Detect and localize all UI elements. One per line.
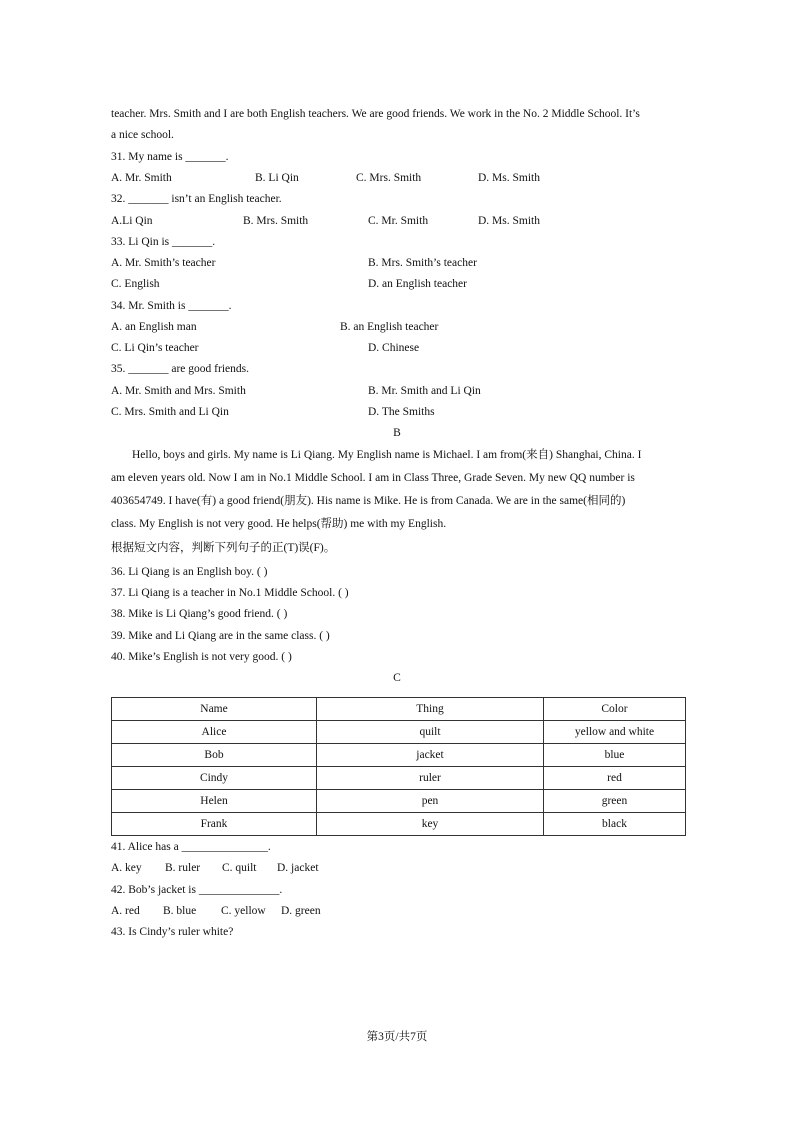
question-31-option-b[interactable]: B. Li Qin xyxy=(255,172,299,184)
table-header-name: Name xyxy=(112,698,317,721)
passage-b-line-1: Hello, boys and girls. My name is Li Qiang. My English name is Michael. I am from(来自) Shanghai, China. I xyxy=(132,449,642,461)
question-31-stem: 31. My name is _______. xyxy=(111,151,229,163)
question-34-option-d[interactable]: D. Chinese xyxy=(368,342,420,354)
table-cell-name: Frank xyxy=(112,813,317,836)
question-34-stem: 34. Mr. Smith is _______. xyxy=(111,300,232,312)
table-row xyxy=(112,790,686,813)
question-33-option-b[interactable]: B. Mrs. Smith’s teacher xyxy=(368,257,477,269)
table-cell-thing: pen xyxy=(317,790,544,813)
question-41-option-d[interactable]: D. jacket xyxy=(277,862,319,874)
question-41-option-b[interactable]: B. ruler xyxy=(165,862,201,874)
table-header-color: Color xyxy=(544,698,686,721)
question-34-option-b[interactable]: B. an English teacher xyxy=(340,321,439,333)
table-cell-thing: jacket xyxy=(317,744,544,767)
question-31-option-d[interactable]: D. Ms. Smith xyxy=(478,172,540,184)
table-cell-color: blue xyxy=(544,744,686,767)
table-cell-thing: key xyxy=(317,813,544,836)
table-row xyxy=(112,744,686,767)
question-31-option-c[interactable]: C. Mrs. Smith xyxy=(356,172,422,184)
question-35-option-d[interactable]: D. The Smiths xyxy=(368,406,435,418)
table-cell-color: green xyxy=(544,790,686,813)
question-39[interactable]: 39. Mike and Li Qiang are in the same class. ( ) xyxy=(111,630,330,642)
question-33-option-a[interactable]: A. Mr. Smith’s teacher xyxy=(111,257,216,269)
question-32-option-b[interactable]: B. Mrs. Smith xyxy=(243,215,309,227)
items-table xyxy=(111,697,686,836)
question-36[interactable]: 36. Li Qiang is an English boy. ( ) xyxy=(111,566,268,578)
section-b-instruction: 根据短文内容，判断下列句子的正(T)误(F)。 xyxy=(111,542,336,554)
table-header-thing: Thing xyxy=(317,698,544,721)
question-33-option-d[interactable]: D. an English teacher xyxy=(368,278,467,290)
passage-b-line-2: am eleven years old. Now I am in No.1 Middle School. I am in Class Three, Grade Seven. My new QQ number is xyxy=(111,472,635,484)
passage-a-line-1: teacher. Mrs. Smith and I are both English teachers. We are good friends. We work in the No. 2 Middle School. It’s xyxy=(111,108,640,120)
question-42-option-d[interactable]: D. green xyxy=(281,905,321,917)
question-37[interactable]: 37. Li Qiang is a teacher in No.1 Middle School. ( ) xyxy=(111,587,349,599)
passage-b-line-3: 403654749. I have(有) a good friend(朋友). His name is Mike. He is from Canada. We are in the same(相同的) xyxy=(111,495,626,507)
table-cell-name: Cindy xyxy=(112,767,317,790)
question-35-option-c[interactable]: C. Mrs. Smith and Li Qin xyxy=(111,406,229,418)
table-cell-color: yellow and white xyxy=(544,721,686,744)
question-42-option-c[interactable]: C. yellow xyxy=(221,905,266,917)
question-35-stem: 35. _______ are good friends. xyxy=(111,363,249,375)
question-42-option-b[interactable]: B. blue xyxy=(163,905,197,917)
table-cell-name: Alice xyxy=(112,721,317,744)
question-38[interactable]: 38. Mike is Li Qiang’s good friend. ( ) xyxy=(111,608,288,620)
question-35-option-b[interactable]: B. Mr. Smith and Li Qin xyxy=(368,385,481,397)
passage-b-line-4: class. My English is not very good. He helps(帮助) me with my English. xyxy=(111,518,447,530)
table-cell-name: Bob xyxy=(112,744,317,767)
question-34-option-a[interactable]: A. an English man xyxy=(111,321,197,333)
table-cell-thing: quilt xyxy=(317,721,544,744)
page-number-footer: 第3页/共7页 xyxy=(366,1031,428,1043)
question-42-option-a[interactable]: A. red xyxy=(111,905,140,917)
section-b-heading: B xyxy=(393,427,401,439)
question-40[interactable]: 40. Mike’s English is not very good. ( ) xyxy=(111,651,292,663)
table-cell-color: red xyxy=(544,767,686,790)
table-row xyxy=(112,767,686,790)
question-33-option-c[interactable]: C. English xyxy=(111,278,160,290)
question-41-option-a[interactable]: A. key xyxy=(111,862,142,874)
passage-a-line-2: a nice school. xyxy=(111,129,174,141)
question-42-stem: 42. Bob’s jacket is ______________. xyxy=(111,884,283,896)
table-header-row xyxy=(112,698,686,721)
question-35-option-a[interactable]: A. Mr. Smith and Mrs. Smith xyxy=(111,385,246,397)
question-34-option-c[interactable]: C. Li Qin’s teacher xyxy=(111,342,199,354)
question-41-option-c[interactable]: C. quilt xyxy=(222,862,257,874)
table-cell-name: Helen xyxy=(112,790,317,813)
table-cell-thing: ruler xyxy=(317,767,544,790)
question-43-stem: 43. Is Cindy’s ruler white? xyxy=(111,926,234,938)
question-31-option-a[interactable]: A. Mr. Smith xyxy=(111,172,172,184)
question-32-option-a[interactable]: A.Li Qin xyxy=(111,215,153,227)
question-32-stem: 32. _______ isn’t an English teacher. xyxy=(111,193,282,205)
table-row xyxy=(112,813,686,836)
question-33-stem: 33. Li Qin is _______. xyxy=(111,236,216,248)
table-row xyxy=(112,721,686,744)
table-cell-color: black xyxy=(544,813,686,836)
question-32-option-d[interactable]: D. Ms. Smith xyxy=(478,215,540,227)
question-32-option-c[interactable]: C. Mr. Smith xyxy=(368,215,429,227)
section-c-heading: C xyxy=(393,672,401,684)
question-41-stem: 41. Alice has a _______________. xyxy=(111,841,271,853)
